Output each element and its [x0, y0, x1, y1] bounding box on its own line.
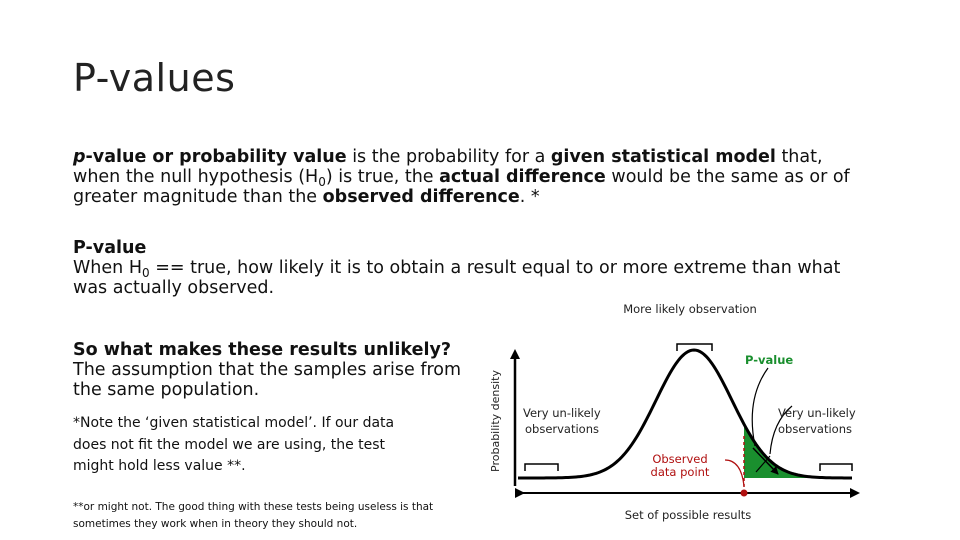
pvalue-diagram	[480, 296, 870, 536]
footnote-2: **or might not. The good thing with these tests being useless is that sometimes they work when in theory they should not.	[73, 501, 434, 530]
pvalue-text-2: == true, how likely it is to obtain a result equal to or more extreme than what was actually observed.	[73, 258, 841, 298]
right-label-2: observations	[778, 422, 853, 436]
definition-term: -value or probability value	[85, 147, 347, 167]
pvalue-label: P-value	[745, 353, 794, 367]
pvalue-heading: P-value	[73, 238, 147, 258]
definition-text-2: that, when the null hypothesis (H	[73, 147, 823, 187]
pvalue-definition	[73, 147, 873, 207]
left-bracket	[525, 464, 558, 471]
y-axis-label: Probability density	[489, 370, 502, 472]
top-label: More likely observation	[623, 302, 757, 316]
definition-subscript: 0	[318, 175, 326, 189]
right-bracket	[820, 464, 852, 471]
definition-bold-actual: actual difference	[439, 167, 606, 187]
left-label-2: observations	[525, 422, 600, 436]
unlikely-heading: So what makes these results unlikely?	[73, 340, 452, 360]
x-axis-label: Set of possible results	[624, 508, 752, 522]
observed-label-2: data point	[650, 465, 710, 479]
definition-text-4: would be the same as or of greater magnitude than the	[73, 167, 850, 207]
definition-bold-model: given statistical model	[550, 147, 776, 167]
definition-text-3: ) is true, the	[325, 167, 440, 187]
definition-term-italic: p	[73, 147, 86, 167]
definition-text-1: is the probability for a	[346, 147, 551, 167]
footnote-1: *Note the ‘given statistical model’. If our data does not fit the model we are using, the test might hold less value **.	[73, 415, 395, 474]
pvalue-leader	[752, 368, 768, 446]
slide-title: P-values	[73, 56, 236, 100]
observed-leader	[725, 460, 744, 486]
unlikely-block	[73, 340, 463, 400]
observed-point	[741, 490, 748, 497]
right-label-1: Very un-likely	[778, 406, 856, 420]
pvalue-subscript: 0	[141, 266, 150, 280]
pvalue-block	[73, 238, 873, 298]
observed-label-1: Observed	[652, 452, 708, 466]
definition-bold-observed: observed difference	[322, 187, 520, 207]
unlikely-text: The assumption that the samples arise from the same population.	[73, 360, 462, 400]
definition-text-5: . *	[519, 187, 540, 207]
left-label-1: Very un-likely	[523, 406, 601, 420]
pvalue-text-1: When H	[73, 258, 142, 278]
